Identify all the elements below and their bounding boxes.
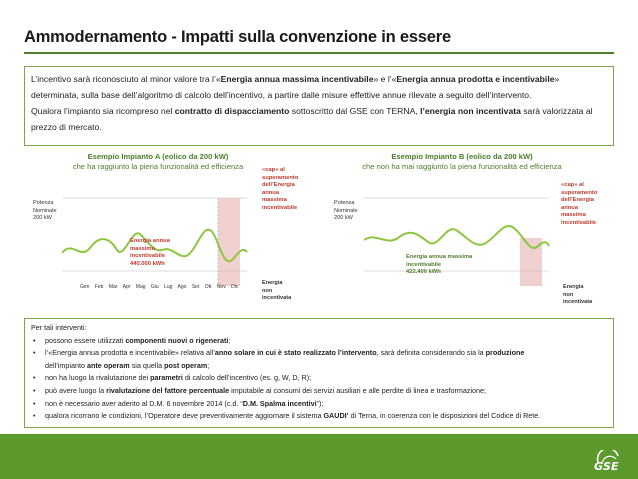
example-a-chart [62,168,258,288]
example-a-power-label: Potenza Nominale 200 kW [33,200,57,221]
intro-line-4: prezzo di mercato. [31,122,102,132]
bullet-item: • non ha luogo la rivalutazione dei parametri di calcolo dell’incentivo (es. g, W, D, R); [31,372,607,385]
bullet-item: • qualora ricorrano le condizioni, l’Operatore deve preventivamente aggiornare il sistema GAUDI’ di Terna, in coerenza con le disposizioni del Codice di Rete. [31,410,607,423]
bullet-item: • possono essere utilizzati componenti nuovi o rigenerati; [31,335,607,348]
bullet-item: • l’«Energia annua prodotta e incentivabile» relativa all’anno solare in cui è stato realizzato l’intervento, sarà definita considerando sia la produzione dell’impianto ante operam sia quella post operam; [31,347,607,372]
intro-line-2: determinata, sulla base dell’algoritmo di calcolo dell’incentivo, a partire dalle misure effettive annue rilevate a seguito dell’intervento. [31,90,532,100]
example-a-energy-label: Energia annua massima incentivabile 440.000 kWh [130,238,170,267]
bullet-item: • non è necessario aver aderito al D.M. 6 novembre 2014 (c.d. “D.M. Spalma incentivi”); [31,398,607,411]
gse-logo [594,450,630,474]
intro-line-3: Qualora l’impianto sia ricompreso nel contratto di dispacciamento sottoscritto dal GSE con TERNA, l’energia non incentivata sarà valorizzata al [31,106,593,116]
intro-line-1: L’incentivo sarà riconosciuto al minor valore tra l’«Energia annua massima incentivabile» e l’«Energia annua prodotta e incentivabile» [31,74,560,84]
example-a-title: Esempio Impianto A (eolico da 200 kW) che ha raggiunto la piena funzionalità ed efficienza [72,152,244,171]
footer-band [0,434,638,479]
intro-box [24,66,614,146]
bullets-intro: Per tali interventi: [31,323,87,332]
example-b-non-incentivized-label: Energia non incentivata [563,284,593,305]
example-b-energy-label: Energia annua massima incentivabile 422.400 kWh [406,254,473,276]
example-a-cap-label: «cap» al superamento dell’Energia annua massima incentivabile [262,167,299,211]
example-a-months: Gen Feb Mar Apr Mag Giu Lug Ago Set Ott Nov Dic [80,284,239,290]
title-divider [24,52,614,54]
example-b-cap-label: «cap» al superamento dell’Energia annua massima incentivabile [561,182,598,226]
example-a-non-incentivized-area [218,198,240,286]
bullets-box [24,318,614,428]
logo-text: GSE [594,460,619,473]
example-a-non-incentivized-label: Energia non incentivata [262,280,292,301]
page-title: Ammodernamento - Impatti sulla convenzione in essere [24,28,451,46]
bullet-item: • può avere luogo la rivalutazione del fattore percentuale imputabile ai consumi dei servizi ausiliari e alle perdite di linea e trasformazione; [31,385,607,398]
example-b-title: Esempio Impianto B (eolico da 200 kW) che non ha mai raggiunto la piena funzionalità ed efficienza [362,152,562,171]
example-b-power-label: Potenza Nominale 200 kW [334,200,358,221]
bullet-list [31,335,607,423]
